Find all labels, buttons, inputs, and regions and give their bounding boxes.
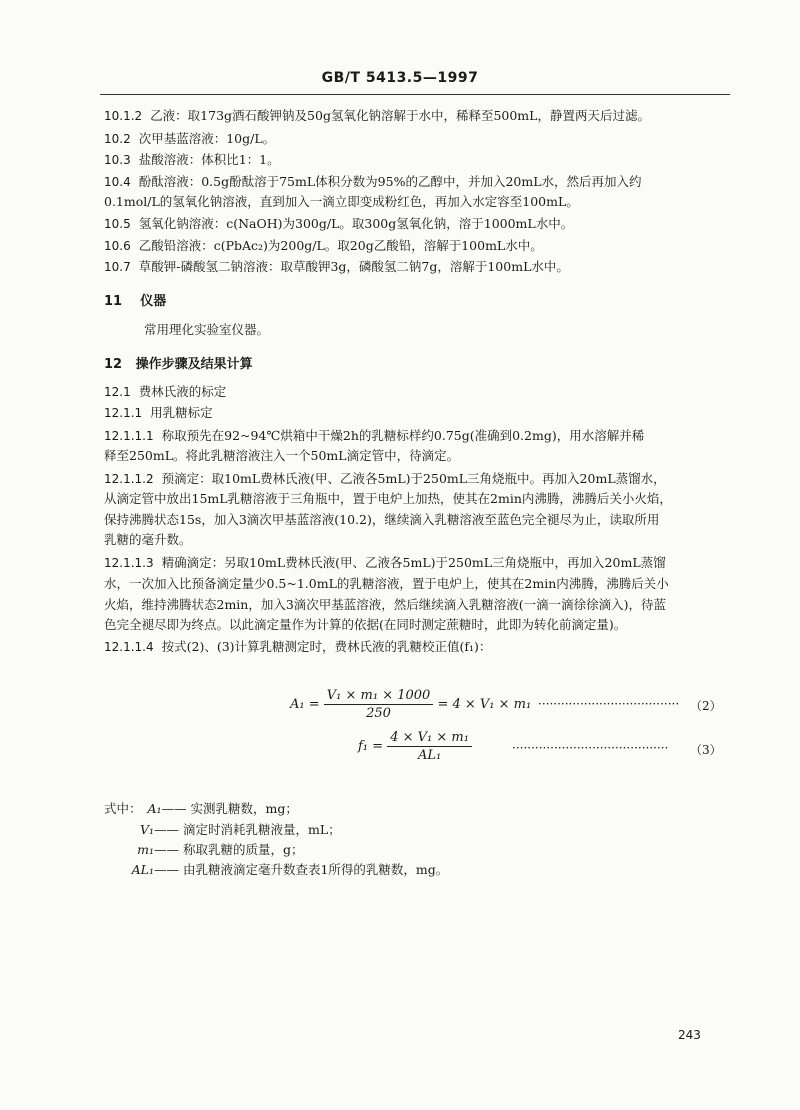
step-12-1-1-4: 12.1.1.4 按式(2)、(3)计算乳糖测定时，费林氏液的乳糖校正值(f₁)：: [104, 639, 492, 654]
item-10-7: 10.7 草酸钾-磷酸氢二钠溶液：取草酸钾3g，磷酸氢二钠7g，溶解于100mL水中。: [104, 259, 569, 274]
section-11-heading: 11 仪器: [104, 294, 167, 309]
section-12-heading: 12 操作步骤及结果计算: [104, 357, 253, 372]
header-rule: [100, 94, 730, 95]
formula-2-numerator: V₁ × m₁ × 1000: [324, 688, 434, 705]
item-10-6: 10.6 乙酸铅溶液：c(PbAc₂)为200g/L。取20g乙酸铅，溶解于100mL水中。: [104, 238, 543, 253]
definition-al1: AL₁—— 由乳糖液滴定毫升数查表1所得的乳糖数，mg。: [131, 862, 449, 877]
item-10-5: 10.5 氢氧化钠溶液：c(NaOH)为300g/L。取300g氢氧化钠，溶于1000mL水中。: [104, 216, 574, 231]
page-number: 243: [678, 1028, 701, 1042]
formula-3-fraction: [387, 730, 472, 763]
item-10-2: 10.2 次甲基蓝溶液：10g/L。: [104, 131, 276, 146]
step-12-1-1-1: 12.1.1.1 称取预先在92~94℃烘箱中干燥2h的乳糖标样约0.75g(准确到0.2mg)，用水溶解并稀: [104, 428, 645, 443]
formula-2-leader: ·····································: [538, 697, 680, 711]
step-12-1-1: 12.1.1 用乳糖标定: [104, 405, 213, 420]
formula-2-rhs: = 4 × V₁ × m₁: [437, 697, 532, 712]
step-12-1: 12.1 费林氏液的标定: [104, 384, 227, 399]
definition-a1: 式中： A₁—— 实测乳糖数，mg；: [104, 801, 298, 816]
formula-3-leader: ·········································: [512, 741, 669, 755]
formula-3-denominator: AL₁: [417, 748, 442, 763]
formula-2: [290, 688, 531, 721]
section-11-body: 常用理化实验室仪器。: [144, 322, 270, 337]
formula-2-denominator: 250: [366, 706, 391, 721]
step-12-1-1-3-cont1: 水，一次加入比预备滴定量少0.5~1.0mL的乳糖溶液，置于电炉上，使其在2min内沸腾，沸腾后关小: [104, 576, 669, 591]
step-12-1-1-3-cont2: 火焰，维持沸腾状态2min，加入3滴次甲基蓝溶液，然后继续滴入乳糖溶液(一滴一滴徐徐滴入)，待蓝: [104, 597, 667, 612]
step-12-1-1-2-cont2: 保持沸腾状态15s，加入3滴次甲基蓝溶液(10.2)，继续滴入乳糖溶液至蓝色完全褪尽为止，读取所用: [104, 512, 660, 527]
step-12-1-1-2-cont1: 从滴定管中放出15mL乳糖溶液于三角瓶中，置于电炉上加热，使其在2min内沸腾，沸腾后关小火焰，: [104, 491, 672, 506]
definition-m1: m₁—— 称取乳糖的质量，g；: [137, 842, 304, 857]
formula-2-fraction: [324, 688, 434, 721]
item-10-4-cont: 0.1mol/L的氢氧化钠溶液，直到加入一滴立即变成粉红色，再加入水定容至100mL。: [104, 194, 579, 209]
definition-v1: V₁—— 滴定时消耗乳糖液量，mL；: [139, 822, 341, 837]
formula-3-numerator: 4 × V₁ × m₁: [387, 730, 472, 747]
item-10-4: 10.4 酚酞溶液：0.5g酚酞溶于75mL体积分数为95%的乙醇中，并加入20mL水，然后再加入约: [104, 174, 642, 189]
item-10-3: 10.3 盐酸溶液：体积比1：1。: [104, 152, 280, 167]
step-12-1-1-2-cont3: 乳糖的毫升数。: [104, 532, 192, 547]
step-12-1-1-1-cont: 释至250mL。将此乳糖溶液注入一个50mL滴定管中，待滴定。: [104, 448, 460, 463]
formula-2-label: （2）: [690, 699, 722, 713]
step-12-1-1-2: 12.1.1.2 预滴定：取10mL费林氏液(甲、乙液各5mL)于250mL三角烧瓶中。再加入20mL蒸馏水，: [104, 471, 666, 486]
formula-2-lhs: A₁ =: [290, 697, 320, 712]
step-12-1-1-3: 12.1.1.3 精确滴定：另取10mL费林氏液(甲、乙液各5mL)于250mL三角烧瓶中，再加入20mL蒸馏: [104, 555, 666, 570]
formula-3-lhs: f₁ =: [358, 739, 384, 754]
item-10-1-2: 10.1.2 乙液：取173g酒石酸钾钠及50g氢氧化钠溶解于水中，稀释至500mL，静置两天后过滤。: [104, 108, 650, 123]
formula-3-label: （3）: [690, 743, 722, 757]
formula-3: [358, 730, 472, 763]
standard-header: GB/T 5413.5—1997: [321, 70, 479, 86]
step-12-1-1-3-cont3: 色完全褪尽即为终点。以此滴定量作为计算的依据(在同时测定蔗糖时，此即为转化前滴定量)。: [104, 617, 627, 632]
